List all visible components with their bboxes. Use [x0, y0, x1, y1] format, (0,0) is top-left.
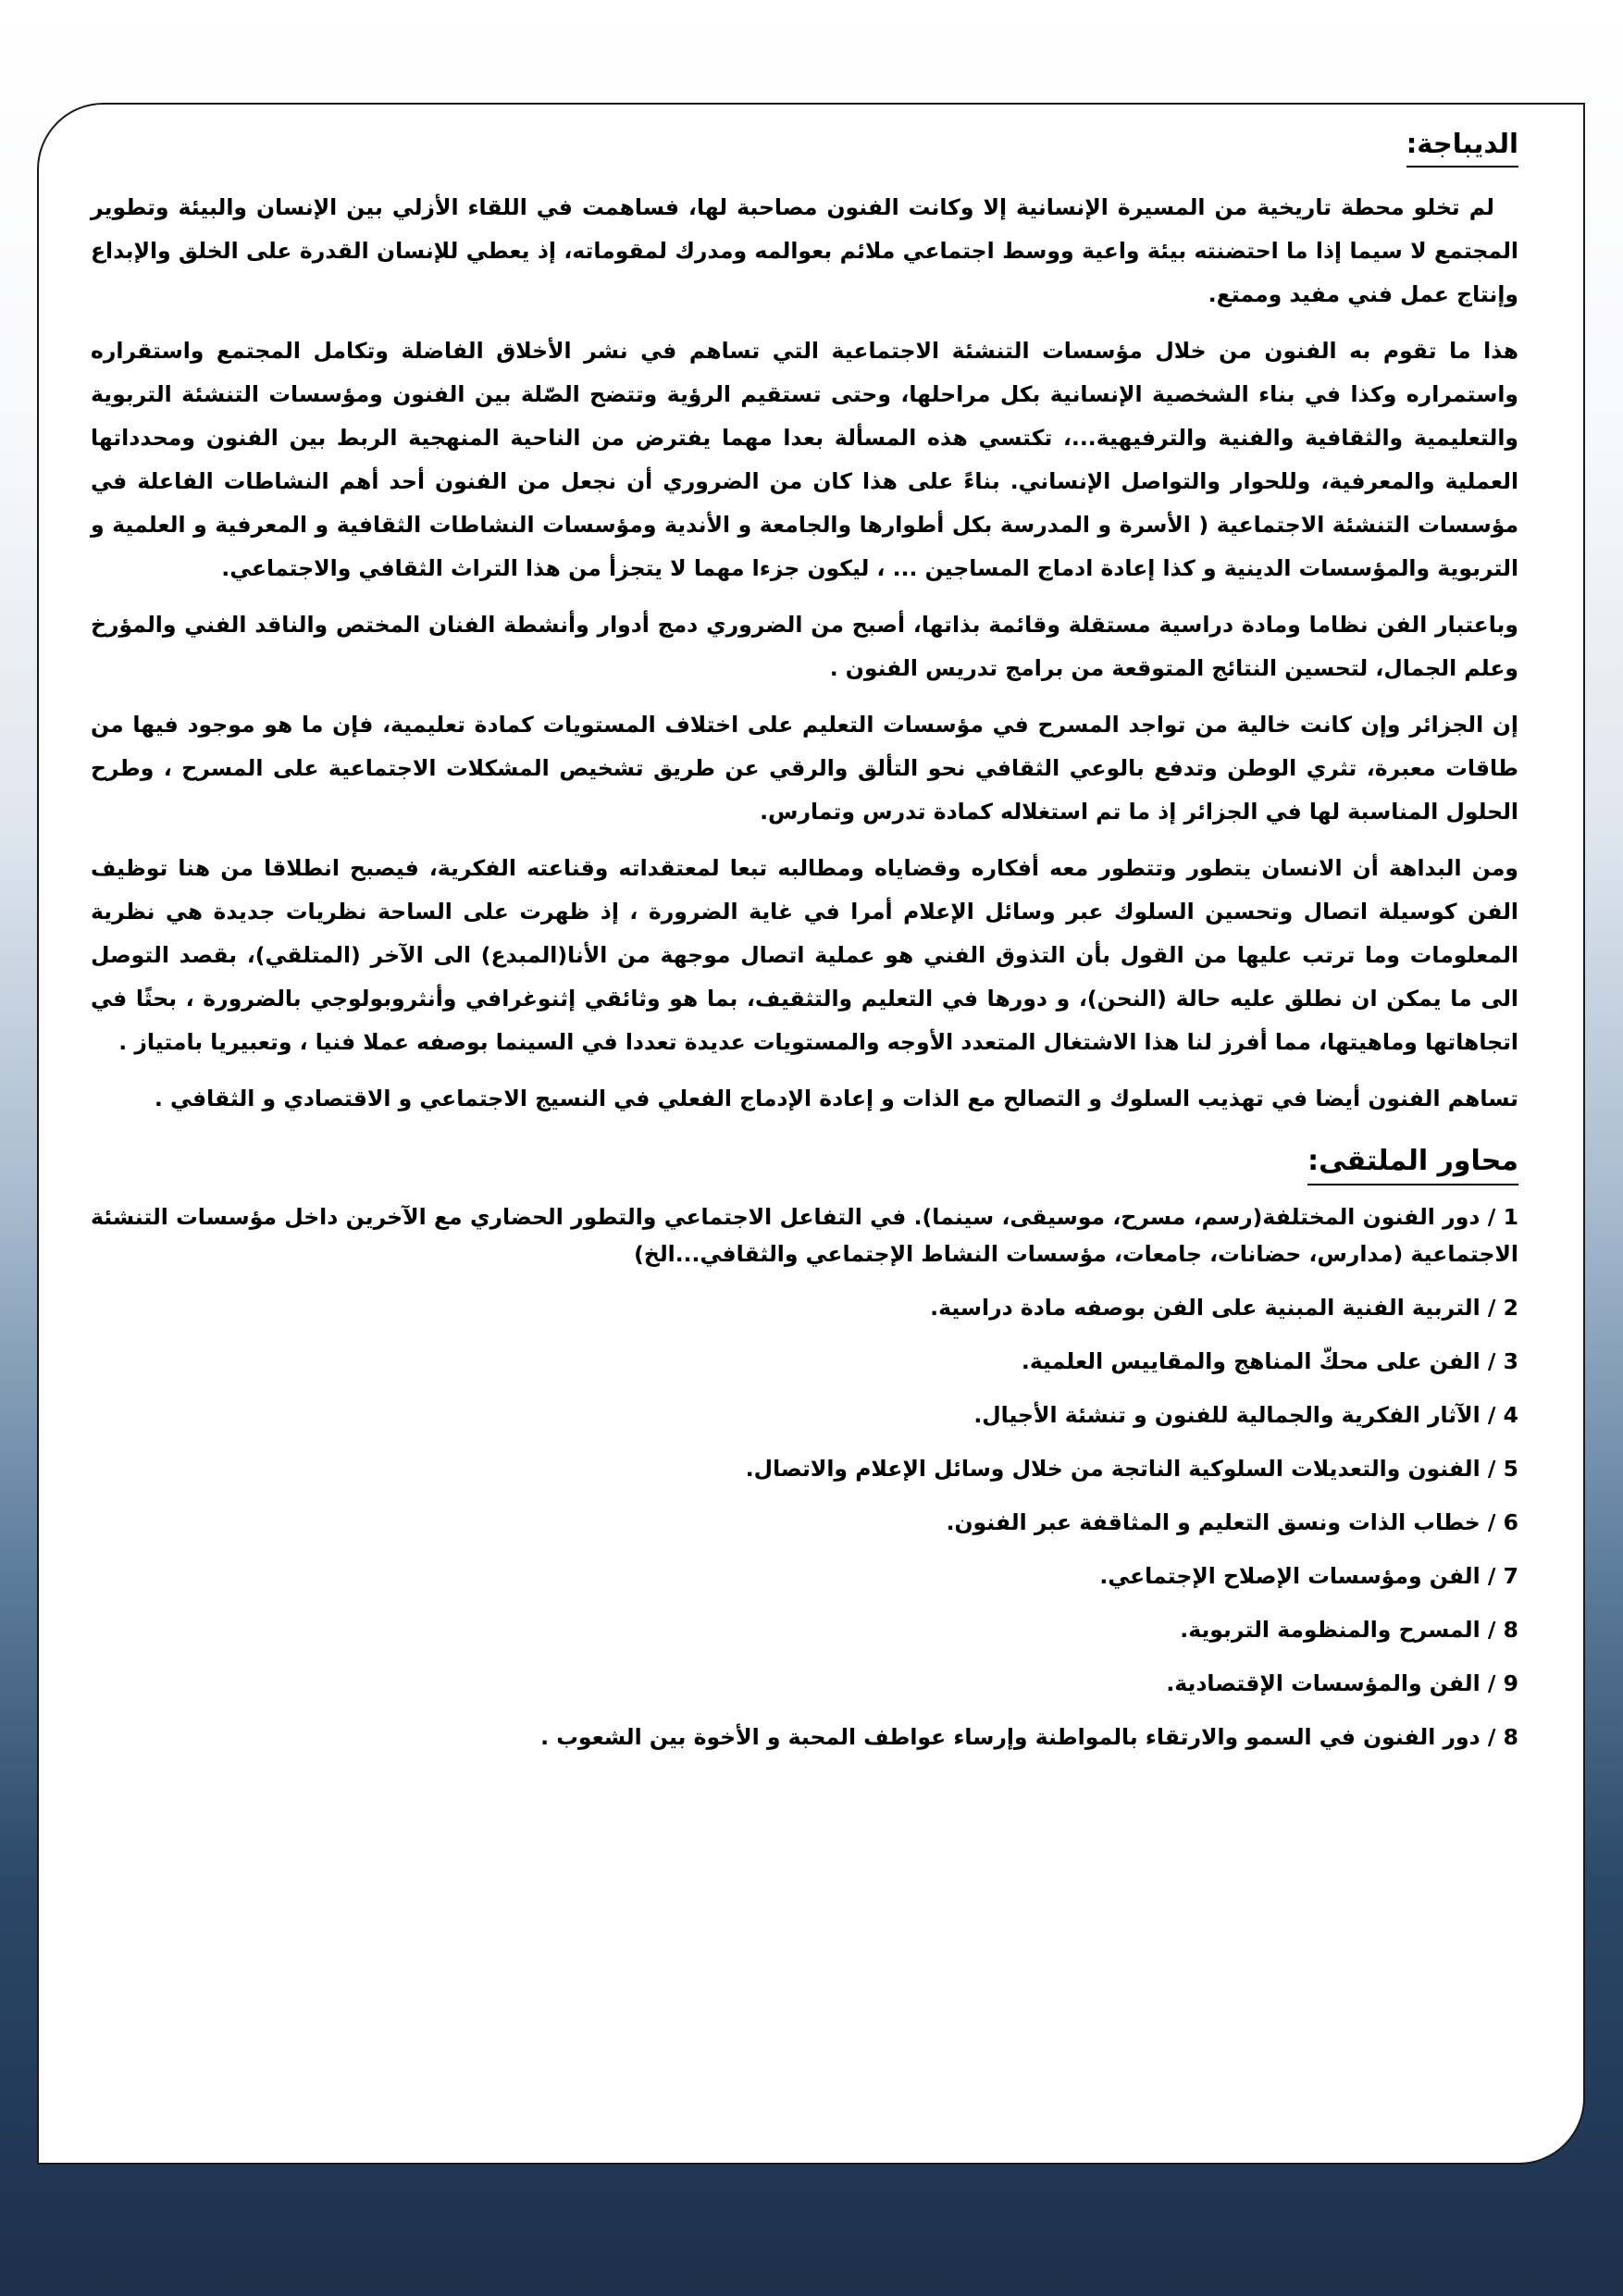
- axis-text: خطاب الذات ونسق التعليم و المثاقفة عبر الفنون.: [946, 1509, 1481, 1535]
- axis-number: 3 /: [1487, 1348, 1518, 1374]
- axis-number: 8 /: [1487, 1724, 1518, 1750]
- axis-text: التربية الفنية المبنية على الفن بوصفه مادة دراسية.: [930, 1295, 1481, 1321]
- preamble-paragraph-4: إن الجزائر وإن كانت خالية من تواجد المسرح في مؤسسات التعليم على اختلاف المستويات كمادة تعليمية، فإن ما هو موجود فيها من طاقات معبرة، تثري الوطن وتدفع بالوعي الثقافي نحو التألق والرقي عن طريق تشخيص المشكلات الاجتماعية على المسرح ، وطرح الحلول المناسبة لها في الجزائر إذ ما تم استغلاله كمادة تدرس وتمارس.: [91, 712, 1518, 825]
- axis-item: [91, 1611, 1518, 1648]
- axis-number: 5 /: [1487, 1456, 1518, 1482]
- document-card: [37, 103, 1585, 2165]
- axis-item: [91, 1450, 1518, 1487]
- axis-item: [91, 1719, 1518, 1756]
- axes-heading: محاور الملتقى:: [1307, 1141, 1518, 1185]
- axis-text: دور الفنون المختلفة(رسم، مسرح، موسيقى، سينما). في التفاعل الاجتماعي والتطور الحضاري مع الآخرين داخل مؤسسات التنشئة الاجتماعية (مدارس، حضانات، جامعات، مؤسسات النشاط الإجتماعي والثقافي...الخ): [91, 1204, 1518, 1267]
- axis-item: [91, 1396, 1518, 1433]
- preamble-paragraph-3: وباعتبار الفن نظاما ومادة دراسية مستقلة وقائمة بذاتها، أصبح من الضروري دمج أدوار وأنشطة الفنان المختص والناقد الفني والمؤرخ وعلم الجمال، لتحسين النتائج المتوقعة من برامج تدريس الفنون .: [91, 612, 1518, 681]
- axis-item: [91, 1665, 1518, 1702]
- preamble-paragraph-1: لم تخلو محطة تاريخية من المسيرة الإنسانية إلا وكانت الفنون مصاحبة لها، فساهمت في اللقاء الأزلي بين الإنسان والبيئة وتطوير المجتمع لا سيما إذا ما احتضنته بيئة واعية ووسط اجتماعي ملائم بعوالمه ومدرك لمقوماته، إذ يعطي للإنسان القدرة على الخلق والإبداع وإنتاج عمل فني مفيد وممتع.: [91, 194, 1518, 307]
- axis-text: الفن على محكّ المناهج والمقاييس العلمية.: [1021, 1348, 1481, 1374]
- axis-text: الفن ومؤسسات الإصلاح الإجتماعي.: [1099, 1563, 1481, 1589]
- axis-text: الفنون والتعديلات السلوكية الناتجة من خلال وسائل الإعلام والاتصال.: [745, 1456, 1481, 1482]
- axis-number: 6 /: [1487, 1509, 1518, 1535]
- axis-text: الفن والمؤسسات الإقتصادية.: [1166, 1670, 1481, 1696]
- axis-number: 2 /: [1487, 1295, 1518, 1321]
- axis-item: [91, 1198, 1518, 1272]
- axis-number: 9 /: [1487, 1670, 1518, 1696]
- axis-text: دور الفنون في السمو والارتقاء بالمواطنة وإرساء عواطف المحبة و الأخوة بين الشعوب .: [540, 1724, 1481, 1750]
- preamble-paragraph-6: تساهم الفنون أيضا في تهذيب السلوك و التصالح مع الذات و إعادة الإدماج الفعلي في النسيج الاجتماعي و الاقتصادي و الثقافي .: [154, 1086, 1518, 1111]
- axis-text: المسرح والمنظومة التربوية.: [1180, 1617, 1481, 1643]
- axis-item: [91, 1343, 1518, 1380]
- preamble-paragraph-5: ومن البداهة أن الانسان يتطور وتتطور معه أفكاره وقضاياه ومطالبه تبعا لمعتقداته وقناعته الفكرية، فيصبح انطلاقا من هنا توظيف الفن كوسيلة اتصال وتحسين السلوك عبر وسائل الإعلام أمرا في غاية الضرورة ، إذ ظهرت على الساحة نظريات جديدة هي نظرية المعلومات وما ترتب عليها من القول بأن التذوق الفني هو عملية اتصال موجهة من الأنا(المبدع) الى الآخر (المتلقي)، بقصد التوصل الى ما يمكن ان نطلق عليه حالة (النحن)، و دورها في التعليم والتثقيف، بما هو وثائقي إثنوغرافي وأنثروبولوجي بالضرورة ، بحثًا في اتجاهاتها وماهيتها، مما أفرز لنا هذا الاشتغال المتعدد الأوجه والمستويات عديدة تعددا في السينما بوصفه عملا فنيا ، وتعبيريا بامتياز .: [91, 855, 1518, 1055]
- preamble-heading: الديباجة:: [1406, 123, 1518, 168]
- axis-text: الآثار الفكرية والجمالية للفنون و تنشئة الأجيال.: [973, 1402, 1481, 1428]
- axis-item: [91, 1504, 1518, 1541]
- axes-list: [91, 1198, 1518, 1756]
- axis-number: 7 /: [1487, 1563, 1518, 1589]
- axis-item: [91, 1558, 1518, 1595]
- axis-number: 4 /: [1487, 1402, 1518, 1428]
- preamble-paragraph-2: هذا ما تقوم به الفنون من خلال مؤسسات التنشئة الاجتماعية التي تساهم في نشر الأخلاق الفاضلة وتكامل المجتمع واستقراره واستمراره وكذا في بناء الشخصية الإنسانية بكل مراحلها، وحتى تستقيم الرؤية وتتضح الصّلة بين الفنون ومؤسسات التنشئة التربوية والتعليمية والثقافية والفنية والترفيهية...، تكتسي هذه المسألة بعدا مهما يفترض من الناحية المنهجية الربط بين الفنون ومحدداتها العملية والمعرفية، وللحوار والتواصل الإنساني. بناءً على هذا كان من الضروري أن نجعل من الفنون أحد أهم النشاطات الفاعلة في مؤسسات التنشئة الاجتماعية ( الأسرة و المدرسة بكل أطوارها والجامعة و الأندية ومؤسسات النشاطات الثقافية و المعرفية و العلمية و التربوية والمؤسسات الدينية و كذا إعادة ادماج المساجين ... ، ليكون جزءا مهما لا يتجزأ من هذا التراث الثقافي والاجتماعي.: [91, 338, 1518, 581]
- axis-number: 8 /: [1487, 1617, 1518, 1643]
- axis-number: 1 /: [1487, 1204, 1519, 1230]
- axis-item: [91, 1289, 1518, 1326]
